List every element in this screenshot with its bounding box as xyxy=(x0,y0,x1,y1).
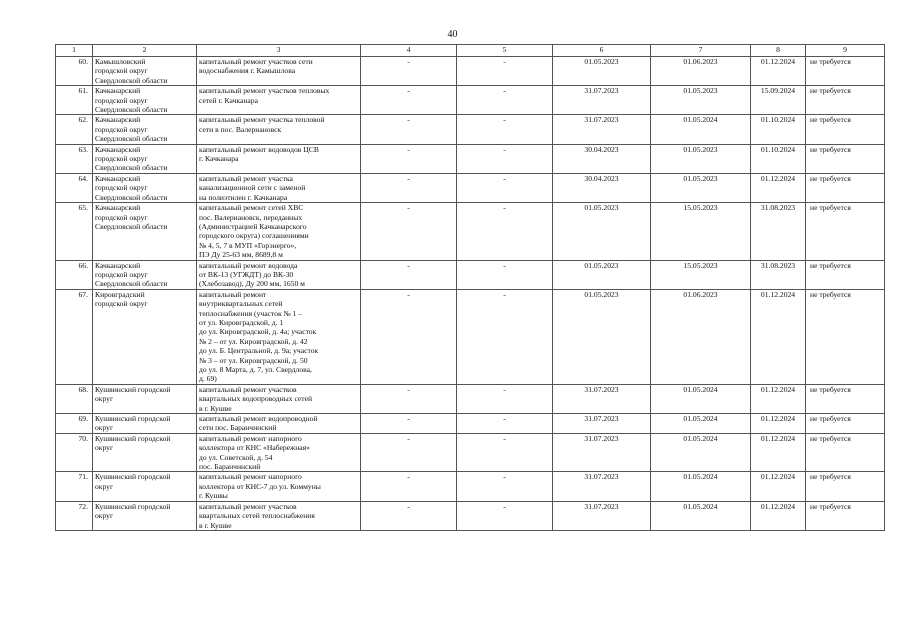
work-description-cell: капитальный ремонт водоводов ЦСВ г. Качканара xyxy=(197,144,361,173)
territory-cell: Качканарский городской округ Свердловской области xyxy=(93,144,197,173)
column-header-8: 8 xyxy=(751,45,806,57)
row-number: 65. xyxy=(56,203,93,260)
row-number: 67. xyxy=(56,289,93,384)
column-header-7: 7 xyxy=(651,45,751,57)
column-5-cell: - xyxy=(457,472,553,501)
column-number-row xyxy=(56,45,885,57)
column-5-cell: - xyxy=(457,173,553,202)
table-row xyxy=(56,173,885,202)
column-header-9: 9 xyxy=(806,45,885,57)
column-4-cell: - xyxy=(361,384,457,413)
column-7-date-cell: 01.05.2024 xyxy=(651,384,751,413)
column-5-cell: - xyxy=(457,260,553,289)
row-number: 64. xyxy=(56,173,93,202)
column-4-cell: - xyxy=(361,414,457,434)
column-4-cell: - xyxy=(361,144,457,173)
end-date-cell: 01.12.2024 xyxy=(751,384,806,413)
works-table xyxy=(55,44,885,531)
column-header-4: 4 xyxy=(361,45,457,57)
territory-cell: Качканарский городской округ Свердловской области xyxy=(93,115,197,144)
row-number: 68. xyxy=(56,384,93,413)
row-number: 70. xyxy=(56,433,93,472)
column-5-cell: - xyxy=(457,501,553,530)
requirement-cell: не требуется xyxy=(806,115,885,144)
territory-cell: Кушвинский городской округ xyxy=(93,384,197,413)
territory-cell: Кушвинский городской округ xyxy=(93,501,197,530)
table-row xyxy=(56,289,885,384)
table-row xyxy=(56,86,885,115)
column-7-date-cell: 15.05.2023 xyxy=(651,203,751,260)
territory-cell: Качканарский городской округ Свердловской области xyxy=(93,203,197,260)
column-7-date-cell: 01.05.2023 xyxy=(651,173,751,202)
column-5-cell: - xyxy=(457,86,553,115)
table-body xyxy=(56,57,885,531)
table-row xyxy=(56,144,885,173)
end-date-cell: 31.08.2023 xyxy=(751,260,806,289)
table-row xyxy=(56,414,885,434)
column-5-cell: - xyxy=(457,433,553,472)
column-7-date-cell: 01.05.2024 xyxy=(651,501,751,530)
column-4-cell: - xyxy=(361,260,457,289)
requirement-cell: не требуется xyxy=(806,289,885,384)
column-5-cell: - xyxy=(457,203,553,260)
table-row xyxy=(56,57,885,86)
column-header-5: 5 xyxy=(457,45,553,57)
row-number: 71. xyxy=(56,472,93,501)
work-description-cell: капитальный ремонт участков сети водоснабжения г. Камышлова xyxy=(197,57,361,86)
column-4-cell: - xyxy=(361,433,457,472)
column-header-1: 1 xyxy=(56,45,93,57)
column-7-date-cell: 01.05.2024 xyxy=(651,472,751,501)
column-4-cell: - xyxy=(361,86,457,115)
end-date-cell: 01.12.2024 xyxy=(751,289,806,384)
start-date-cell: 31.07.2023 xyxy=(553,414,651,434)
requirement-cell: не требуется xyxy=(806,57,885,86)
work-description-cell: капитальный ремонт сетей ХВС пос. Валериановск, переданных (Администрацией Качканарского городского округа) соглашениями № 4, 5, 7 в МУП «Горэнерго», ПЭ Ду 25-63 мм, 8689,8 м xyxy=(197,203,361,260)
requirement-cell: не требуется xyxy=(806,384,885,413)
territory-cell: Кушвинский городской округ xyxy=(93,433,197,472)
territory-cell: Качканарский городской округ Свердловской области xyxy=(93,86,197,115)
work-description-cell: капитальный ремонт участка канализационной сети с заменой на полиэтилен г. Качканара xyxy=(197,173,361,202)
requirement-cell: не требуется xyxy=(806,173,885,202)
column-4-cell: - xyxy=(361,203,457,260)
requirement-cell: не требуется xyxy=(806,86,885,115)
territory-cell: Камышловский городской округ Свердловской области xyxy=(93,57,197,86)
row-number: 69. xyxy=(56,414,93,434)
requirement-cell: не требуется xyxy=(806,501,885,530)
column-7-date-cell: 01.06.2023 xyxy=(651,289,751,384)
work-description-cell: капитальный ремонт участков тепловых сетей г. Качканара xyxy=(197,86,361,115)
end-date-cell: 01.12.2024 xyxy=(751,433,806,472)
end-date-cell: 01.12.2024 xyxy=(751,57,806,86)
column-5-cell: - xyxy=(457,289,553,384)
work-description-cell: капитальный ремонт внутриквартальных сетей теплоснабжения (участок № 1 – от ул. Кировградской, д. 1 до ул. Кировградской, д. 4а; участок № 2 – от ул. Кировградской, д. 42 до ул. Б. Центральной, д. 9а; участок № 3 – от ул. Кировградской, д. 50 до ул. 8 Марта, д. 7, ул. Свердлова, д. 69) xyxy=(197,289,361,384)
row-number: 61. xyxy=(56,86,93,115)
work-description-cell: капитальный ремонт участков квартальных водопроводных сетей в г. Кушве xyxy=(197,384,361,413)
table-row xyxy=(56,260,885,289)
end-date-cell: 01.10.2024 xyxy=(751,115,806,144)
territory-cell: Кушвинский городской округ xyxy=(93,414,197,434)
column-7-date-cell: 01.05.2024 xyxy=(651,115,751,144)
start-date-cell: 31.07.2023 xyxy=(553,115,651,144)
table-row xyxy=(56,472,885,501)
column-4-cell: - xyxy=(361,173,457,202)
page-number: 40 xyxy=(447,29,458,40)
row-number: 63. xyxy=(56,144,93,173)
start-date-cell: 01.05.2023 xyxy=(553,289,651,384)
start-date-cell: 31.07.2023 xyxy=(553,501,651,530)
column-7-date-cell: 15.05.2023 xyxy=(651,260,751,289)
requirement-cell: не требуется xyxy=(806,414,885,434)
start-date-cell: 01.05.2023 xyxy=(553,260,651,289)
column-header-2: 2 xyxy=(93,45,197,57)
row-number: 66. xyxy=(56,260,93,289)
requirement-cell: не требуется xyxy=(806,260,885,289)
start-date-cell: 31.07.2023 xyxy=(553,433,651,472)
column-header-3: 3 xyxy=(197,45,361,57)
column-7-date-cell: 01.06.2023 xyxy=(651,57,751,86)
table-row xyxy=(56,384,885,413)
end-date-cell: 01.12.2024 xyxy=(751,414,806,434)
work-description-cell: капитальный ремонт участков квартальных сетей теплоснабжения в г. Кушве xyxy=(197,501,361,530)
work-description-cell: капитальный ремонт участка тепловой сети в пос. Валериановск xyxy=(197,115,361,144)
end-date-cell: 31.08.2023 xyxy=(751,203,806,260)
table-row xyxy=(56,501,885,530)
end-date-cell: 01.10.2024 xyxy=(751,144,806,173)
work-description-cell: капитальный ремонт водопроводной сети пос. Баранчинский xyxy=(197,414,361,434)
start-date-cell: 30.04.2023 xyxy=(553,173,651,202)
column-7-date-cell: 01.05.2023 xyxy=(651,144,751,173)
row-number: 60. xyxy=(56,57,93,86)
requirement-cell: не требуется xyxy=(806,472,885,501)
start-date-cell: 31.07.2023 xyxy=(553,384,651,413)
column-4-cell: - xyxy=(361,289,457,384)
column-4-cell: - xyxy=(361,472,457,501)
work-description-cell: капитальный ремонт напорного коллектора от КНС-7 до ул. Коммуны г. Кушвы xyxy=(197,472,361,501)
end-date-cell: 01.12.2024 xyxy=(751,472,806,501)
requirement-cell: не требуется xyxy=(806,203,885,260)
column-5-cell: - xyxy=(457,115,553,144)
table-row xyxy=(56,115,885,144)
work-description-cell: капитальный ремонт водовода от ВК-13 (УГЖДТ) до ВК-30 (Хлебозавод), Ду 200 мм, 1650 м xyxy=(197,260,361,289)
territory-cell: Кировградский городской округ xyxy=(93,289,197,384)
column-5-cell: - xyxy=(457,414,553,434)
requirement-cell: не требуется xyxy=(806,144,885,173)
column-4-cell: - xyxy=(361,115,457,144)
column-4-cell: - xyxy=(361,501,457,530)
table-row xyxy=(56,203,885,260)
requirement-cell: не требуется xyxy=(806,433,885,472)
start-date-cell: 01.05.2023 xyxy=(553,203,651,260)
start-date-cell: 31.07.2023 xyxy=(553,472,651,501)
end-date-cell: 01.12.2024 xyxy=(751,501,806,530)
work-description-cell: капитальный ремонт напорного коллектора от КНС «Набережная» до ул. Советской, д. 54 пос. Баранчинский xyxy=(197,433,361,472)
territory-cell: Кушвинский городской округ xyxy=(93,472,197,501)
start-date-cell: 01.05.2023 xyxy=(553,57,651,86)
column-7-date-cell: 01.05.2023 xyxy=(651,86,751,115)
row-number: 62. xyxy=(56,115,93,144)
column-5-cell: - xyxy=(457,144,553,173)
column-7-date-cell: 01.05.2024 xyxy=(651,414,751,434)
territory-cell: Качканарский городской округ Свердловской области xyxy=(93,260,197,289)
column-5-cell: - xyxy=(457,57,553,86)
table-row xyxy=(56,433,885,472)
end-date-cell: 15.09.2024 xyxy=(751,86,806,115)
column-4-cell: - xyxy=(361,57,457,86)
column-5-cell: - xyxy=(457,384,553,413)
end-date-cell: 01.12.2024 xyxy=(751,173,806,202)
row-number: 72. xyxy=(56,501,93,530)
column-header-6: 6 xyxy=(553,45,651,57)
territory-cell: Качканарский городской округ Свердловской области xyxy=(93,173,197,202)
column-7-date-cell: 01.05.2024 xyxy=(651,433,751,472)
start-date-cell: 31.07.2023 xyxy=(553,86,651,115)
start-date-cell: 30.04.2023 xyxy=(553,144,651,173)
